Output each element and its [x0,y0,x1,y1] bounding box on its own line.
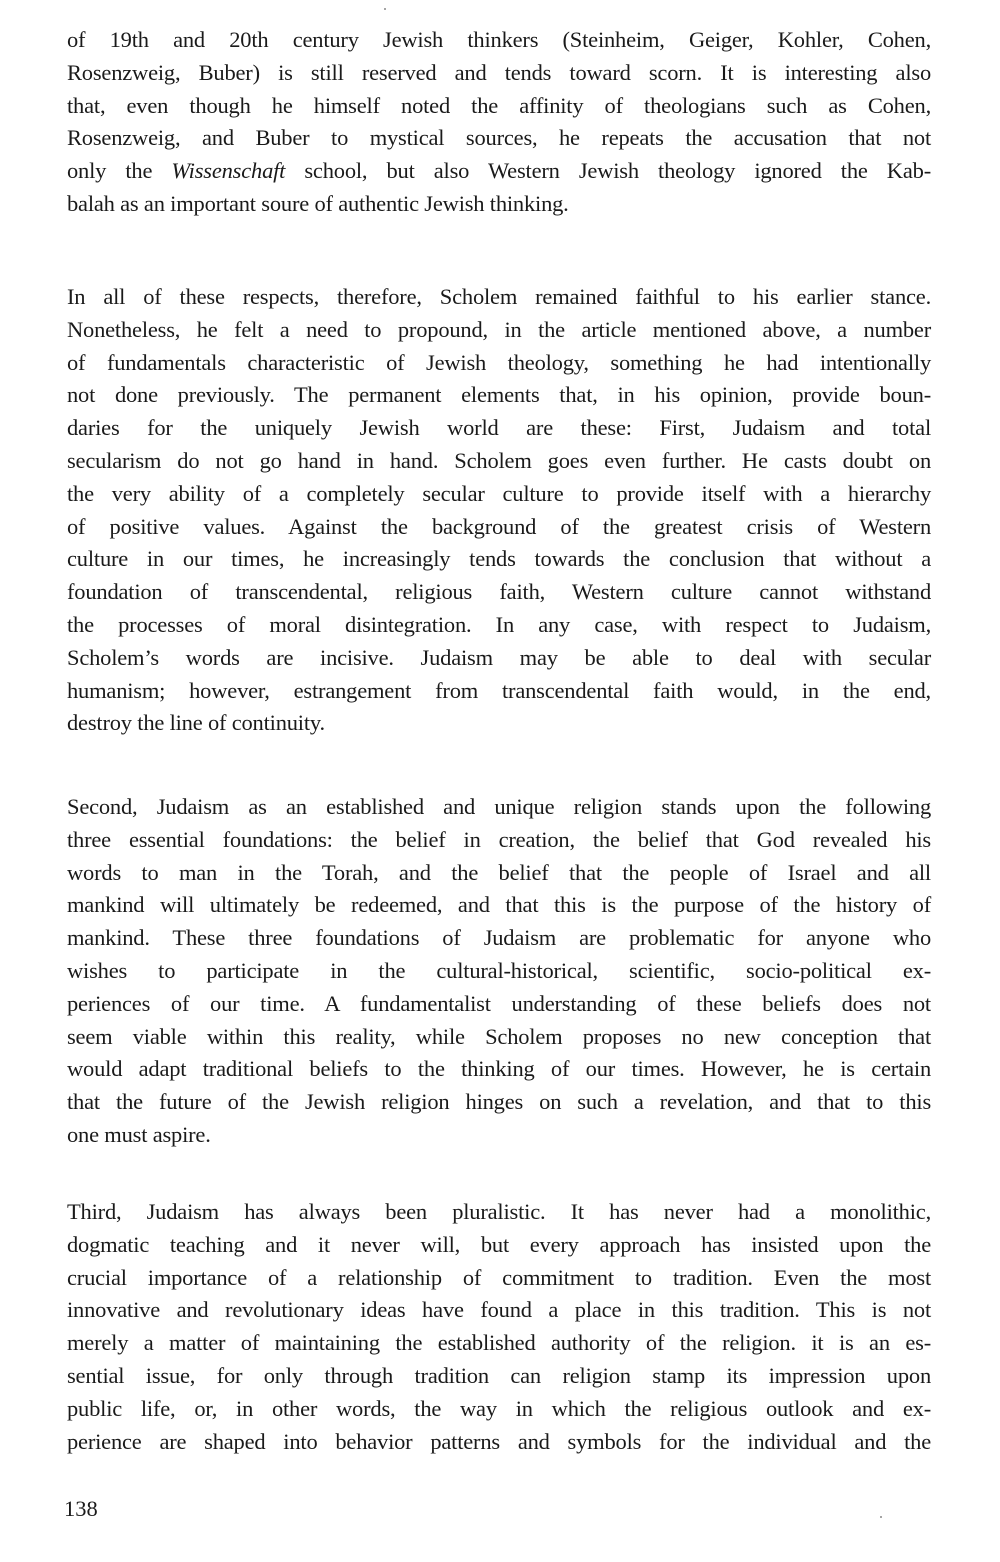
text-line: that, even though he himself noted the affinity of theologians such as Cohen, [67,92,931,118]
text-line: Scholem’s words are incisive. Judaism may be able to deal with secular [67,644,931,670]
text-line: innovative and revolutionary ideas have found a place in this tradition. This is not [67,1297,931,1323]
text-line: secularism do not go hand in hand. Scholem goes even further. He casts doubt on [67,447,931,473]
paragraph-3 [67,791,931,1152]
text-line: sential issue, for only through tradition can religion stamp its impression upon [67,1362,931,1388]
text-line: the processes of moral disintegration. In any case, with respect to Judaism, [67,611,931,637]
paragraph-1 [67,24,931,221]
text-line: humanism; however, estrangement from transcendental faith would, in the end, [67,677,931,703]
text-line: public life, or, in other words, the way in which the religious outlook and ex- [67,1395,931,1421]
text-line: Rosenzweig, and Buber to mystical sources, he repeats the accusation that not [67,125,931,151]
text-line: In all of these respects, therefore, Scholem remained faithful to his earlier stance. [67,284,931,309]
text-line: three essential foundations: the belief in creation, the belief that God revealed his [67,826,931,852]
text-line: foundation of transcendental, religious faith, Western culture cannot withstand [67,579,931,605]
paragraph-4 [67,1196,931,1458]
text-line: destroy the line of continuity. [67,710,325,736]
text-segment: school, but also Western Jewish theology ignored the Kab- [285,158,931,184]
text-line: mankind will ultimately be redeemed, and that this is the purpose of the history of [67,892,931,918]
text-line: dogmatic teaching and it never will, but every approach has insisted upon the [67,1231,931,1257]
text-line: Third, Judaism has always been pluralistic. It has never had a monolithic, [67,1199,931,1224]
text-line: would adapt traditional beliefs to the thinking of our times. However, he is certain [67,1056,931,1082]
text-line-with-italic [67,155,931,188]
text-line: not done previously. The permanent elements that, in his opinion, provide boun- [67,382,931,408]
page-number: 138 [64,1496,98,1521]
text-line: seem viable within this reality, while Scholem proposes no new conception that [67,1023,931,1049]
scan-speck [880,1516,882,1518]
text-line: balah as an important soure of authentic Jewish thinking. [67,190,569,216]
text-line: periences of our time. A fundamentalist understanding of these beliefs does not [67,990,931,1016]
text-line: wishes to participate in the cultural-historical, scientific, socio-political ex- [67,957,931,983]
text-line: Nonetheless, he felt a need to propound, in the article mentioned above, a number [67,316,931,342]
text-line: crucial importance of a relationship of commitment to tradition. Even the most [67,1264,931,1290]
text-line: merely a matter of maintaining the established authority of the religion. it is an es- [67,1330,931,1356]
text-line: perience are shaped into behavior patterns and symbols for the individual and the [67,1428,931,1454]
text-line: one must aspire. [67,1121,211,1147]
text-line: of 19th and 20th century Jewish thinkers (Steinheim, Geiger, Kohler, Cohen, [67,27,931,52]
text-line: culture in our times, he increasingly tends towards the conclusion that without a [67,546,931,572]
text-line: of fundamentals characteristic of Jewish theology, something he had intentionally [67,349,931,375]
paragraph-2 [67,281,931,740]
text-line: that the future of the Jewish religion hinges on such a revelation, and that to this [67,1089,931,1115]
text-line: words to man in the Torah, and the belief that the people of Israel and all [67,859,931,885]
text-line: daries for the uniquely Jewish world are these: First, Judaism and total [67,415,931,441]
italic-term: Wissenschaft [171,158,286,184]
text-line: the very ability of a completely secular culture to provide itself with a hierarchy [67,480,931,506]
text-line: mankind. These three foundations of Judaism are problematic for anyone who [67,925,931,951]
scan-speck [384,8,386,10]
text-line: of positive values. Against the background of the greatest crisis of Western [67,513,931,539]
text-segment: only the [67,158,172,184]
text-line: Rosenzweig, Buber) is still reserved and tends toward scorn. It is interesting also [67,59,931,85]
text-line: Second, Judaism as an established and unique religion stands upon the following [67,794,931,819]
